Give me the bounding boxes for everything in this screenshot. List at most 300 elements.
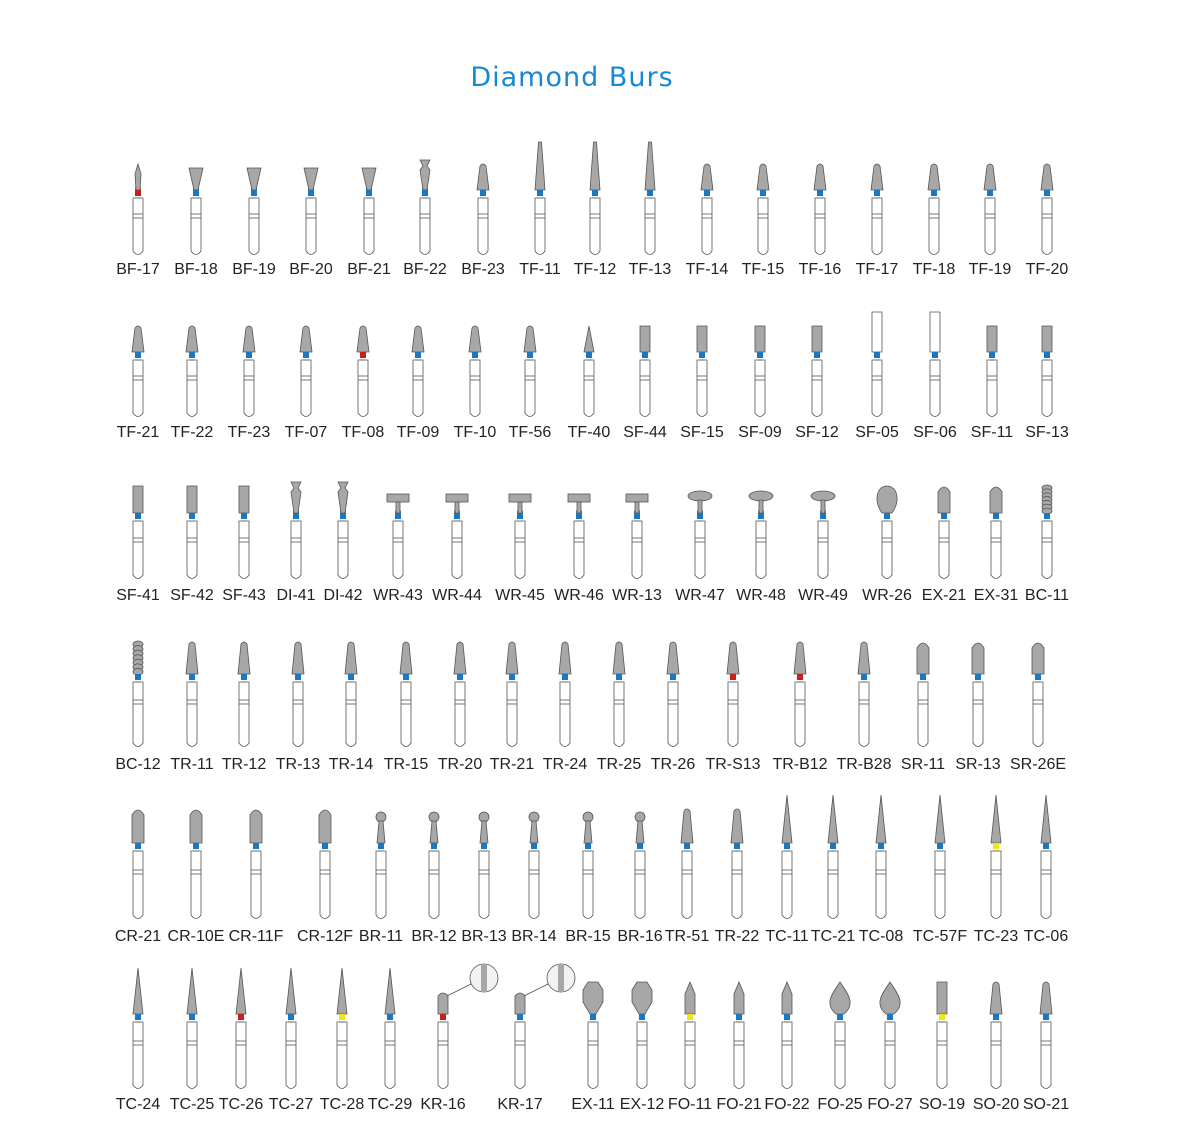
bur-shank (1033, 682, 1043, 747)
bur-shank (756, 521, 766, 579)
bur-label: TF-12 (573, 261, 617, 278)
bur-shank (812, 360, 822, 417)
bur-label: BR-15 (565, 928, 611, 945)
bur-item (705, 642, 760, 773)
bur-shank (695, 521, 705, 579)
bur-label: TC-11 (765, 928, 809, 945)
bur-label: FO-27 (867, 1096, 913, 1113)
bur-shank (187, 1022, 197, 1089)
bur-head (133, 486, 143, 513)
bur-shank (470, 360, 480, 417)
bur-item (798, 491, 848, 604)
color-band (931, 190, 937, 196)
bur-label: TC-25 (169, 1096, 215, 1113)
bur-shank (702, 198, 712, 255)
bur-label: SF-41 (116, 587, 160, 604)
bur-label: TF-07 (284, 424, 328, 441)
bur-label: BF-23 (461, 261, 505, 278)
color-band (241, 513, 247, 519)
bur-head (506, 642, 518, 674)
bur-shank (133, 360, 143, 417)
color-band (481, 843, 487, 849)
bur-head (337, 968, 347, 1014)
bur-head (479, 812, 489, 822)
bur-shank (239, 682, 249, 747)
bur-item (432, 494, 482, 604)
bur-label: TR-B28 (836, 756, 892, 773)
color-band (639, 1014, 645, 1020)
bur-item (922, 487, 967, 604)
bur-head (698, 500, 702, 513)
bur-label: EX-11 (571, 1096, 615, 1113)
bur-shank (818, 521, 828, 579)
bur-label: WR-44 (432, 587, 482, 604)
bur-item (571, 982, 614, 1113)
bur-shank (859, 682, 869, 747)
bur-head (626, 494, 648, 502)
bur-head (446, 494, 468, 502)
bur-shank (991, 851, 1001, 919)
bur-head (1032, 643, 1044, 674)
bur-label: SF-44 (623, 424, 667, 441)
bur-label: FO-25 (817, 1096, 863, 1113)
color-band (837, 1014, 843, 1020)
bur-head (377, 821, 385, 843)
color-band (531, 843, 537, 849)
bur-shank (385, 1022, 395, 1089)
bur-head (357, 326, 369, 352)
bur-label: BF-22 (403, 261, 447, 278)
bur-label: TF-15 (741, 261, 785, 278)
bur-label: SF-15 (680, 424, 724, 441)
bur-item (859, 795, 904, 945)
bur-item (1025, 485, 1069, 604)
bur-shank (529, 851, 539, 919)
bur-shank (187, 682, 197, 747)
bur-item (715, 809, 760, 945)
bur-item (232, 168, 276, 278)
color-band (937, 843, 943, 849)
bur-shank (930, 360, 940, 417)
bur-head (1041, 795, 1051, 843)
bur-item (116, 164, 160, 278)
bur-head (880, 982, 900, 1014)
bur-label: TF-13 (628, 261, 672, 278)
bur-shank (782, 851, 792, 919)
bur-label: TF-17 (855, 261, 899, 278)
bur-head (338, 482, 348, 513)
bur-item (919, 982, 965, 1113)
bur-label: TC-23 (973, 928, 1019, 945)
bur-item (795, 326, 839, 441)
bur-item (329, 642, 374, 773)
bur-label: BC-11 (1024, 587, 1070, 604)
bur-item (276, 642, 321, 773)
bur-label: CR-10E (167, 928, 225, 945)
bur-label: CR-12F (296, 928, 354, 945)
bur-item (170, 486, 214, 604)
bur-shank (939, 521, 949, 579)
bur-shank (682, 851, 692, 919)
bur-head (759, 500, 763, 513)
color-band (378, 843, 384, 849)
bur-head (376, 812, 386, 822)
bur-head (877, 486, 897, 513)
color-band (395, 513, 401, 519)
bur-shank (685, 1022, 695, 1089)
bur-head (243, 326, 255, 352)
bur-shank (525, 360, 535, 417)
bur-head (938, 487, 950, 513)
bur-item (901, 643, 945, 773)
bur-item (116, 968, 161, 1113)
bur-item (289, 168, 333, 278)
bur-shank (191, 851, 201, 919)
bur-shank (795, 682, 805, 747)
bur-item (269, 968, 314, 1113)
bur-item (384, 642, 429, 773)
bur-label: BC-12 (115, 756, 161, 773)
color-band (590, 1014, 596, 1020)
bur-shank (632, 521, 642, 579)
bur-label: TR-14 (328, 756, 374, 773)
bur-item (1023, 982, 1069, 1113)
bur-shank (635, 851, 645, 919)
bur-head (132, 810, 144, 843)
bur-shank (1041, 851, 1051, 919)
bur-item (973, 982, 1019, 1113)
bur-shank (935, 851, 945, 919)
bur-shank (872, 198, 882, 255)
color-band (509, 674, 515, 680)
bur-shank (640, 360, 650, 417)
color-band (758, 513, 764, 519)
color-band (920, 674, 926, 680)
color-band (308, 190, 314, 196)
color-band (939, 1014, 945, 1020)
bur-shank (286, 1022, 296, 1089)
bur-label: TF-22 (170, 424, 214, 441)
bur-shank (560, 682, 570, 747)
color-band (830, 843, 836, 849)
bur-head (412, 326, 424, 352)
color-band (1035, 674, 1041, 680)
bur-head (319, 810, 331, 843)
bur-item (490, 642, 535, 773)
color-band (887, 1014, 893, 1020)
bur-shank (239, 521, 249, 579)
bur-head (239, 486, 249, 513)
bur-head (872, 312, 882, 352)
color-band (874, 190, 880, 196)
bur-head (559, 642, 571, 674)
bur-label: WR-45 (495, 587, 545, 604)
bur-head (304, 168, 318, 190)
bur-item (397, 326, 440, 441)
bur-shank (815, 198, 825, 255)
color-band (360, 352, 366, 358)
bur-item (799, 164, 842, 278)
bur-shank (645, 198, 655, 255)
bur-shank (479, 851, 489, 919)
bur-item (168, 810, 225, 945)
bur-item (171, 326, 214, 441)
bur-item (862, 486, 912, 604)
bur-head (568, 494, 590, 502)
bur-label: TR-13 (275, 756, 321, 773)
bur-head (387, 494, 409, 502)
color-band (189, 513, 195, 519)
bur-item (913, 312, 957, 441)
bur-item (1024, 795, 1069, 945)
bur-label: SR-26E (1009, 756, 1067, 773)
bur-item (971, 326, 1013, 441)
bur-item (856, 164, 899, 278)
color-band (1044, 190, 1050, 196)
bur-shank (734, 1022, 744, 1089)
bur-head (133, 968, 143, 1014)
bur-label: SO-19 (918, 1096, 966, 1113)
color-band (288, 1014, 294, 1020)
bur-head (529, 812, 539, 822)
bur-item (617, 812, 662, 945)
bur-head (583, 982, 603, 1014)
bur-item (276, 482, 315, 604)
bur-head (396, 502, 400, 513)
bur-head (291, 482, 301, 513)
bur-head (990, 982, 1002, 1014)
bur-head (782, 795, 792, 843)
bur-item (686, 164, 729, 278)
bur-item (1025, 326, 1069, 441)
bur-shank (191, 198, 201, 255)
bur-shank (133, 198, 143, 255)
bur-item (867, 982, 912, 1113)
color-band (687, 1014, 693, 1020)
color-band (135, 352, 141, 358)
bur-label: TF-09 (396, 424, 440, 441)
bur-head (937, 982, 947, 1014)
bur-label: TR-20 (437, 756, 483, 773)
bur-label: TC-28 (319, 1096, 365, 1113)
bur-item (913, 164, 956, 278)
bur-head (734, 982, 744, 1014)
bur-label: TF-18 (912, 261, 956, 278)
bur-head (286, 968, 296, 1014)
color-band (1044, 352, 1050, 358)
bur-label: WR-13 (612, 587, 662, 604)
bur-head (400, 642, 412, 674)
bur-head (590, 142, 600, 190)
bur-shank (583, 851, 593, 919)
color-band (135, 513, 141, 519)
color-band (993, 513, 999, 519)
bur-shank (478, 198, 488, 255)
bur-head (701, 164, 713, 190)
bur-head (688, 491, 712, 501)
bur-shank (249, 198, 259, 255)
bur-shank (364, 198, 374, 255)
bur-shank (337, 1022, 347, 1089)
bur-shank (668, 682, 678, 747)
bur-shank (507, 682, 517, 747)
bur-label: TC-08 (858, 928, 904, 945)
color-band (537, 190, 543, 196)
bur-shank (515, 521, 525, 579)
color-band (246, 352, 252, 358)
bur-head (987, 326, 997, 352)
color-band (820, 513, 826, 519)
bur-item (368, 968, 413, 1113)
bur-shank (244, 360, 254, 417)
bur-label: TF-23 (227, 424, 271, 441)
bur-shank (885, 1022, 895, 1089)
color-band (562, 674, 568, 680)
color-band (457, 674, 463, 680)
bur-item (764, 982, 809, 1113)
bur-head (681, 809, 693, 843)
bur-shank (251, 851, 261, 919)
bur-head (876, 795, 886, 843)
color-band (941, 513, 947, 519)
bur-label: EX-12 (619, 1096, 665, 1113)
bur-label: BR-12 (411, 928, 457, 945)
bur-shank (728, 682, 738, 747)
bur-item (738, 326, 782, 441)
color-band (684, 843, 690, 849)
bur-item (974, 487, 1019, 604)
bur-label: TC-27 (268, 1096, 314, 1113)
color-band (193, 190, 199, 196)
bur-item (323, 482, 362, 604)
bur-label: TF-16 (798, 261, 842, 278)
color-band (480, 190, 486, 196)
bur-label: SR-11 (900, 756, 946, 773)
color-band (303, 352, 309, 358)
bur-item (554, 494, 604, 604)
bur-head (292, 642, 304, 674)
bur-label: CR-11F (228, 928, 284, 945)
bur-item (229, 810, 284, 945)
bur-head (635, 812, 645, 822)
bur-shank (985, 198, 995, 255)
color-band (241, 674, 247, 680)
bur-shank (588, 1022, 598, 1089)
bur-head (187, 486, 197, 513)
bur-label: FO-11 (667, 1096, 713, 1113)
bur-shank (338, 521, 348, 579)
bur-item (454, 326, 497, 441)
bur-head (635, 502, 639, 513)
color-band (616, 674, 622, 680)
bur-head (300, 326, 312, 352)
bur-shank (358, 360, 368, 417)
bur-label: WR-46 (554, 587, 604, 604)
bur-item (680, 326, 724, 441)
bur-head (858, 642, 870, 674)
bur-item (297, 810, 353, 945)
bur-label: BF-18 (174, 261, 218, 278)
color-band (135, 190, 141, 196)
color-band (817, 190, 823, 196)
bur-label: EX-21 (921, 587, 967, 604)
bur-label: TR-24 (542, 756, 588, 773)
color-band (932, 352, 938, 358)
bur-label: SF-12 (795, 424, 839, 441)
bur-item (765, 795, 808, 945)
bur-shank (1042, 521, 1052, 579)
bur-shank (758, 198, 768, 255)
bur-label: CR-21 (114, 928, 162, 945)
bur-item (568, 326, 611, 441)
bur-shank (187, 521, 197, 579)
bur-shank (291, 521, 301, 579)
bur-shank (320, 851, 330, 919)
bur-item (974, 795, 1019, 945)
bur-item (219, 968, 264, 1113)
bur-item (170, 968, 215, 1113)
bur-shank (937, 1022, 947, 1089)
bur-label: BF-19 (232, 261, 276, 278)
bur-head (830, 982, 850, 1014)
bur-item (574, 142, 617, 278)
bur-label: TF-40 (567, 424, 611, 441)
bur-head (1040, 982, 1052, 1014)
bur-label: TR-B12 (772, 756, 828, 773)
bur-label: SO-20 (972, 1096, 1020, 1113)
color-band (757, 352, 763, 358)
bur-item (403, 160, 447, 278)
bur-item (411, 812, 456, 945)
bur-head (749, 491, 773, 501)
bur-shank (876, 851, 886, 919)
bur-label: TR-S13 (705, 756, 761, 773)
color-band (730, 674, 736, 680)
bur-head (1042, 326, 1052, 352)
bur-item (373, 494, 423, 604)
bur-head (469, 326, 481, 352)
bur-shank (918, 682, 928, 747)
bur-label: SF-09 (738, 424, 782, 441)
bur-item (716, 982, 761, 1113)
bur-item (511, 812, 556, 945)
color-band (415, 352, 421, 358)
bur-head (917, 643, 929, 674)
bur-shank (929, 198, 939, 255)
bur-head (429, 812, 439, 822)
color-band (193, 843, 199, 849)
color-band (878, 843, 884, 849)
bur-item (509, 326, 552, 441)
color-band (884, 513, 890, 519)
bur-head (812, 326, 822, 352)
color-band (576, 513, 582, 519)
bur-label: SO-21 (1022, 1096, 1070, 1113)
bur-head (518, 502, 522, 513)
bur-shank (584, 360, 594, 417)
bur-label: SR-13 (955, 756, 1001, 773)
bur-head (236, 968, 246, 1014)
color-band (704, 190, 710, 196)
color-band (585, 843, 591, 849)
bur-head (930, 312, 940, 352)
bur-item (772, 642, 827, 773)
bur-head (990, 487, 1002, 513)
bur-label: WR-26 (862, 587, 912, 604)
color-band (295, 674, 301, 680)
bur-shank (420, 198, 430, 255)
bur-shank (376, 851, 386, 919)
